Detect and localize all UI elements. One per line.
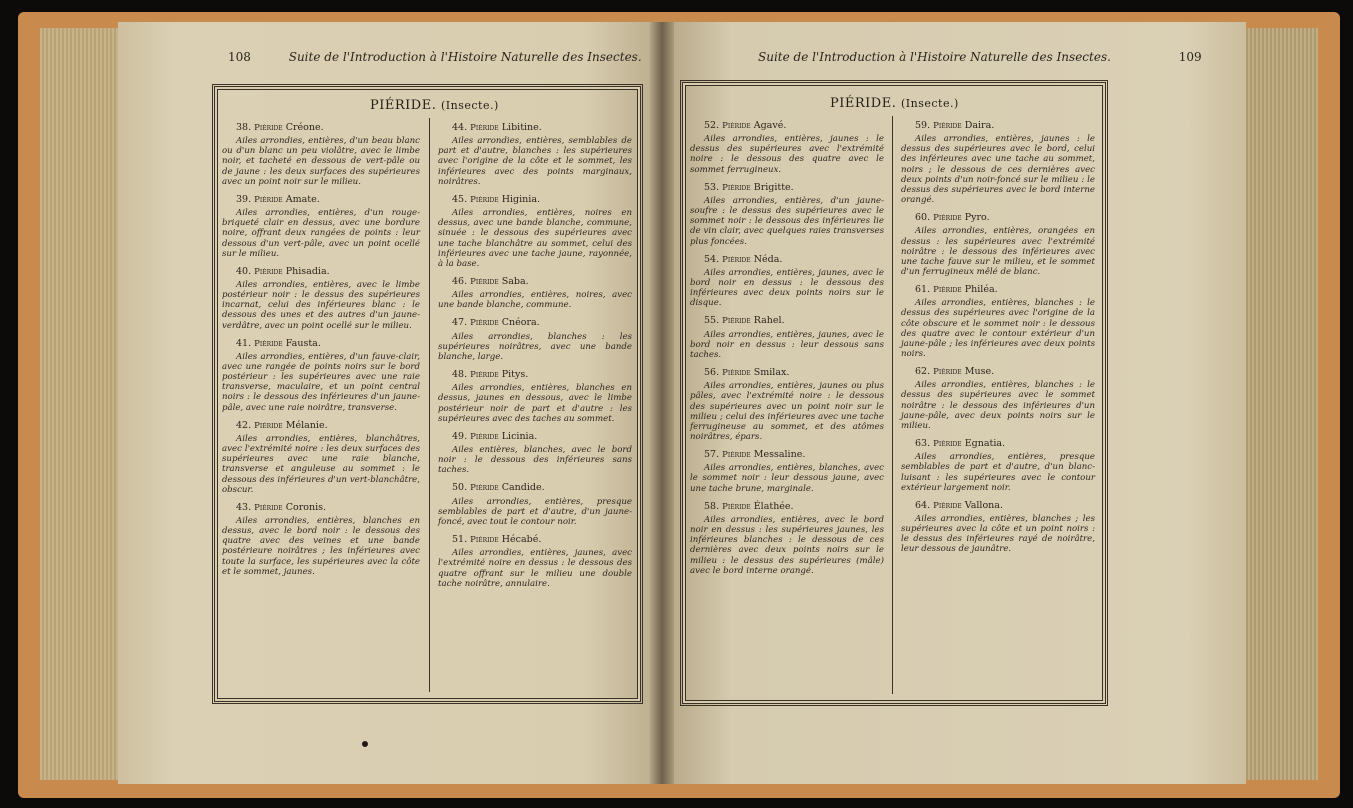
species-number: 63. <box>915 438 931 450</box>
species-genus: Piéride <box>933 121 962 131</box>
species-name: Daira. <box>964 120 995 131</box>
species-number: 58. <box>704 500 720 512</box>
species-entry <box>901 120 1095 205</box>
species-description: Ailes arrondies, entières, d'un beau blanc ou d'un blanc un peu violâtre, avec le limbe noir, et tacheté en dessous de vert-pâle ou de jaune : les deux surfaces des supérieures avec un point noir sur le milieu. <box>222 136 420 187</box>
species-name: Hécabé. <box>501 534 542 546</box>
species-description: Ailes arrondies, entières, noires en dessus, avec une bande blanche, commune, sinuée : le dessous des supérieures avec une tache blanchâtre au sommet, celui des inférieures avec une tache jaune, rayonnée, à la base. <box>438 208 632 269</box>
species-description: Ailes arrondies, entières, jaunes : le dessus des supérieures avec l'extrémité noire : le dessous des quatre avec le sommet ferrugineux. <box>690 134 884 175</box>
species-number: 50. <box>452 482 468 494</box>
species-number: 40. <box>236 265 252 277</box>
species-entry <box>901 438 1095 493</box>
species-entry <box>438 534 632 589</box>
species-description: Ailes arrondies, entières, blanches en dessus, jaunes en dessous, avec le limbe postérieur noir de part et d'autre : les supérieures avec des taches au sommet. <box>438 383 632 424</box>
species-number: 55. <box>704 315 720 327</box>
species-title <box>452 317 632 328</box>
species-genus: Piéride <box>933 439 962 450</box>
species-title <box>915 500 1095 511</box>
species-genus: Piéride <box>722 182 751 193</box>
species-name: Agavé. <box>753 120 787 131</box>
species-entry <box>901 284 1095 359</box>
species-name: Egnatia. <box>964 438 1006 450</box>
species-description: Ailes arrondies, entières, jaunes, avec le bord noir en dessus : le dessous des inférieures avec deux points noirs sur le disque. <box>690 267 884 309</box>
species-name: Créone. <box>285 122 324 133</box>
species-description: Ailes entières, blanches, avec le bord noir : le dessous des inférieures sans taches. <box>438 445 632 476</box>
species-entry <box>438 482 632 527</box>
species-genus: Piéride <box>470 535 499 546</box>
right-page-header <box>758 50 1202 64</box>
species-number: 44. <box>452 122 468 133</box>
species-description: Ailes arrondies, entières, blanches : le dessus des supérieures avec le sommet noirâtre : le dessous des inférieures d'un jaune-pâle, avec deux points noirs sur le milieu. <box>901 380 1095 431</box>
species-number: 42. <box>236 419 252 431</box>
species-genus: Piéride <box>254 123 283 133</box>
species-number: 41. <box>236 337 252 349</box>
species-entry <box>901 366 1095 431</box>
species-entry <box>222 502 420 577</box>
left-page <box>118 22 666 784</box>
species-number: 52. <box>704 120 720 131</box>
right-heading-sub: (Insecte.) <box>900 97 959 110</box>
species-name: Messaline. <box>753 449 806 461</box>
species-description: Ailes arrondies, entières, jaunes ou plus pâles, avec l'extrémité noire : le dessous des supérieures avec un point noir sur le milieu ; celui des inférieures avec une tache ferrugineuse au sommet, et des atômes noirâtres, épars. <box>690 381 884 442</box>
species-number: 48. <box>452 369 468 381</box>
ink-spot <box>362 741 368 747</box>
species-genus: Piéride <box>470 370 499 381</box>
species-title <box>915 212 1095 223</box>
species-name: Cnéora. <box>501 317 540 329</box>
species-genus: Piéride <box>470 194 499 205</box>
species-title <box>236 502 420 513</box>
species-title <box>452 194 632 205</box>
species-number: 64. <box>915 499 931 511</box>
species-number: 60. <box>915 212 931 224</box>
species-name: Coronis. <box>285 501 327 513</box>
species-description: Ailes arrondies, entières, blanches, avec le sommet noir : leur dessous jaune, avec une tache brune, marginale. <box>690 463 884 494</box>
species-number: 47. <box>452 317 468 329</box>
species-entry <box>690 120 884 175</box>
species-number: 43. <box>236 501 252 513</box>
species-title <box>704 120 884 131</box>
species-entry <box>222 194 420 259</box>
species-title <box>704 449 884 460</box>
species-genus: Piéride <box>254 420 283 431</box>
species-title <box>704 501 884 512</box>
species-name: Amate. <box>285 193 320 205</box>
species-title <box>452 534 632 545</box>
species-description: Ailes arrondies, entières, avec le bord noir en dessus : les supérieures jaunes, les inférieures blanches : le dessous de ces dernières avec deux points noirs sur le milieu : le dessus des supérieures (mâle) avec le bord interne orangé. <box>690 514 884 576</box>
species-number: 46. <box>452 275 468 287</box>
left-page-number: 108 <box>228 50 251 64</box>
left-column-2 <box>438 122 632 596</box>
species-genus: Piéride <box>254 194 283 205</box>
species-genus: Piéride <box>254 266 283 277</box>
species-genus: Piéride <box>470 318 499 329</box>
species-description: Ailes arrondies, entières, d'un fauve-clair, avec une rangée de points noirs sur le bord postérieur : les supérieures avec une raie transverse, maculaire, et un point central noirs : le dessous des inférieures d'un jaune-pâle, avec une raie noirâtre, transverse. <box>222 351 420 413</box>
species-description: Ailes arrondies, entières, presque semblables de part et d'autre, d'un jaune-foncé, avec tout le contour noir. <box>438 496 632 527</box>
left-column-rule <box>429 118 430 692</box>
species-entry <box>222 420 420 495</box>
species-title <box>236 420 420 431</box>
species-name: Rahel. <box>753 315 785 327</box>
left-column-1 <box>222 122 420 584</box>
right-column-2 <box>901 120 1095 562</box>
species-title <box>236 266 420 277</box>
species-description: Ailes arrondies, entières, jaunes : le dessus des supérieures avec le bord, celui des inférieures avec une tache au sommet, noirs ; le dessous de ces dernières avec deux points d'un noir-foncé sur le milieu : le dessus des supérieures avec le bord interne orangé. <box>901 134 1095 206</box>
species-genus: Piéride <box>722 316 751 327</box>
left-heading <box>370 98 499 113</box>
species-entry <box>690 254 884 309</box>
species-name: Candide. <box>501 482 545 494</box>
species-description: Ailes arrondies, entières, noires, avec une bande blanche, commune. <box>438 290 632 311</box>
species-title <box>452 369 632 380</box>
species-number: 57. <box>704 449 720 461</box>
species-entry <box>438 431 632 476</box>
species-number: 54. <box>704 253 720 265</box>
species-description: Ailes arrondies, entières, blanches en dessus, avec le bord noir : le dessous des quatre avec des veines et une bande postérieure noirâtres ; les inférieures avec toute la surface, les supérieures avec la côte et le sommet, jaunes. <box>222 516 420 577</box>
species-title <box>704 367 884 378</box>
right-heading <box>830 96 959 111</box>
species-number: 38. <box>236 122 252 133</box>
species-title <box>704 254 884 265</box>
left-heading-title: PIÉRIDE. <box>370 98 437 113</box>
species-entry <box>690 367 884 442</box>
species-genus: Piéride <box>470 123 499 133</box>
book-gutter <box>650 22 674 784</box>
species-entry <box>438 276 632 310</box>
species-entry <box>901 212 1095 277</box>
species-entry <box>690 182 884 247</box>
species-genus: Piéride <box>470 276 499 287</box>
species-name: Higinia. <box>501 193 541 205</box>
species-entry <box>690 315 884 360</box>
species-name: Vallona. <box>964 499 1003 511</box>
species-name: Muse. <box>964 366 995 378</box>
right-page <box>662 22 1246 784</box>
species-description: Ailes arrondies, entières, blanchâtres, avec l'extrémité noire : les deux surfaces des supérieures avec une raie blanche, transverse et anguleuse au sommet : le dessous des inférieures d'un vert-blanchâtre, obscur. <box>222 433 420 495</box>
species-title <box>915 438 1095 449</box>
species-description: Ailes arrondies, entières, semblables de part et d'autre, blanches : les supérieures avec l'origine de la côte et le sommet, les inférieures avec des points marginaux, noirâtres. <box>438 136 632 187</box>
species-entry <box>222 122 420 187</box>
species-name: Pyro. <box>964 212 990 224</box>
species-entry <box>438 369 632 424</box>
species-title <box>704 182 884 193</box>
species-title <box>236 194 420 205</box>
species-title <box>452 276 632 287</box>
right-page-number: 109 <box>1178 50 1202 64</box>
right-column-rule <box>892 116 893 694</box>
species-genus: Piéride <box>722 121 751 131</box>
species-title <box>452 482 632 493</box>
species-description: Ailes arrondies, entières, jaunes, avec le bord noir en dessus : leur dessous sans taches. <box>690 329 884 360</box>
species-description: Ailes arrondies, entières, avec le limbe postérieur noir : le dessus des supérieures incarnat, celui des inférieures blanc : le dessous des unes et des autres d'un jaune-verdâtre, avec un point ocellé sur le milieu. <box>222 280 420 331</box>
species-description: Ailes arrondies, entières, d'un jaune-soufre : le dessus des supérieures avec le sommet noir : le dessous des inférieures lie de vin clair, avec quelques raies transverses plus foncées. <box>690 195 884 247</box>
species-genus: Piéride <box>933 500 962 511</box>
species-number: 62. <box>915 366 931 378</box>
species-name: Smilax. <box>753 367 790 379</box>
species-name: Mélanie. <box>285 419 328 431</box>
species-entry <box>901 500 1095 555</box>
species-number: 49. <box>452 430 468 442</box>
species-number: 45. <box>452 193 468 205</box>
species-name: Saba. <box>501 275 529 287</box>
species-number: 53. <box>704 181 720 193</box>
species-title <box>452 431 632 442</box>
species-genus: Piéride <box>933 285 962 296</box>
species-title <box>915 366 1095 377</box>
species-entry <box>690 449 884 494</box>
species-description: Ailes arrondies, entières, presque semblables de part et d'autre, d'un blanc-luisant : les supérieures avec le contour extérieur largement noir. <box>901 452 1095 493</box>
species-name: Élathée. <box>753 500 794 512</box>
species-genus: Piéride <box>722 368 751 379</box>
species-name: Brigitte. <box>753 181 794 193</box>
right-heading-title: PIÉRIDE. <box>830 96 897 111</box>
species-entry <box>438 122 632 187</box>
species-genus: Piéride <box>254 502 283 513</box>
species-genus: Piéride <box>722 501 751 512</box>
species-description: Ailes arrondies, entières, jaunes, avec l'extrémité noire en dessus : le dessous des quatre offrant sur le milieu une double tache noirâtre, annulaire. <box>438 548 632 589</box>
species-number: 39. <box>236 193 252 205</box>
right-column-1 <box>690 120 884 583</box>
species-genus: Piéride <box>254 338 283 349</box>
species-description: Ailes arrondies, entières, blanches ; les supérieures avec la côte et un point noirs : le dessus des inférieures rayé de noirâtre, leur dessous de jaunâtre. <box>901 514 1095 555</box>
species-name: Néda. <box>753 253 783 265</box>
species-description: Ailes arrondies, entières, blanches : le dessus des supérieures avec l'origine de la côte obscure et le sommet noir : le dessous des quatre avec le contour extérieur d'un jaune-pâle ; les inférieures avec deux points noirs. <box>901 298 1095 359</box>
species-entry <box>690 501 884 576</box>
species-name: Pitys. <box>501 369 529 381</box>
left-page-header <box>228 50 642 64</box>
species-genus: Piéride <box>470 431 499 442</box>
left-heading-sub: (Insecte.) <box>440 99 499 112</box>
species-genus: Piéride <box>933 213 962 224</box>
species-name: Libitine. <box>501 122 542 133</box>
species-number: 61. <box>915 284 931 296</box>
species-genus: Piéride <box>470 483 499 494</box>
species-number: 51. <box>452 534 468 546</box>
species-name: Licinia. <box>501 430 538 442</box>
species-entry <box>222 266 420 331</box>
species-name: Phisadia. <box>285 265 330 277</box>
species-genus: Piéride <box>722 450 751 461</box>
species-name: Fausta. <box>285 337 321 349</box>
species-genus: Piéride <box>933 367 962 378</box>
species-title <box>704 315 884 326</box>
species-description: Ailes arrondies, blanches : les supérieures noirâtres, avec une bande blanche, large. <box>438 331 632 362</box>
species-name: Philéa. <box>964 284 998 296</box>
right-running-head: Suite de l'Introduction à l'Histoire Naturelle des Insectes. <box>758 50 1111 64</box>
species-entry <box>222 338 420 413</box>
species-title <box>915 284 1095 295</box>
species-number: 56. <box>704 367 720 379</box>
species-entry <box>438 194 632 269</box>
species-description: Ailes arrondies, entières, d'un rouge-briqueté clair en dessus, avec une bordure noire, offrant deux rangées de points : leur dessous d'un vert-pâle, avec un point ocellé sur le milieu. <box>222 208 420 259</box>
species-title <box>452 122 632 133</box>
species-description: Ailes arrondies, entières, orangées en dessus : les supérieures avec l'extrémité noirâtre : le dessous des inférieures avec une tache fauve sur le milieu, et le sommet d'un ferrugineux mêlé de blanc. <box>901 226 1095 277</box>
species-title <box>236 122 420 133</box>
species-title <box>915 120 1095 131</box>
species-number: 59. <box>915 120 931 131</box>
species-genus: Piéride <box>722 254 751 265</box>
species-title <box>236 338 420 349</box>
left-running-head: Suite de l'Introduction à l'Histoire Naturelle des Insectes. <box>288 50 642 64</box>
species-entry <box>438 317 632 362</box>
